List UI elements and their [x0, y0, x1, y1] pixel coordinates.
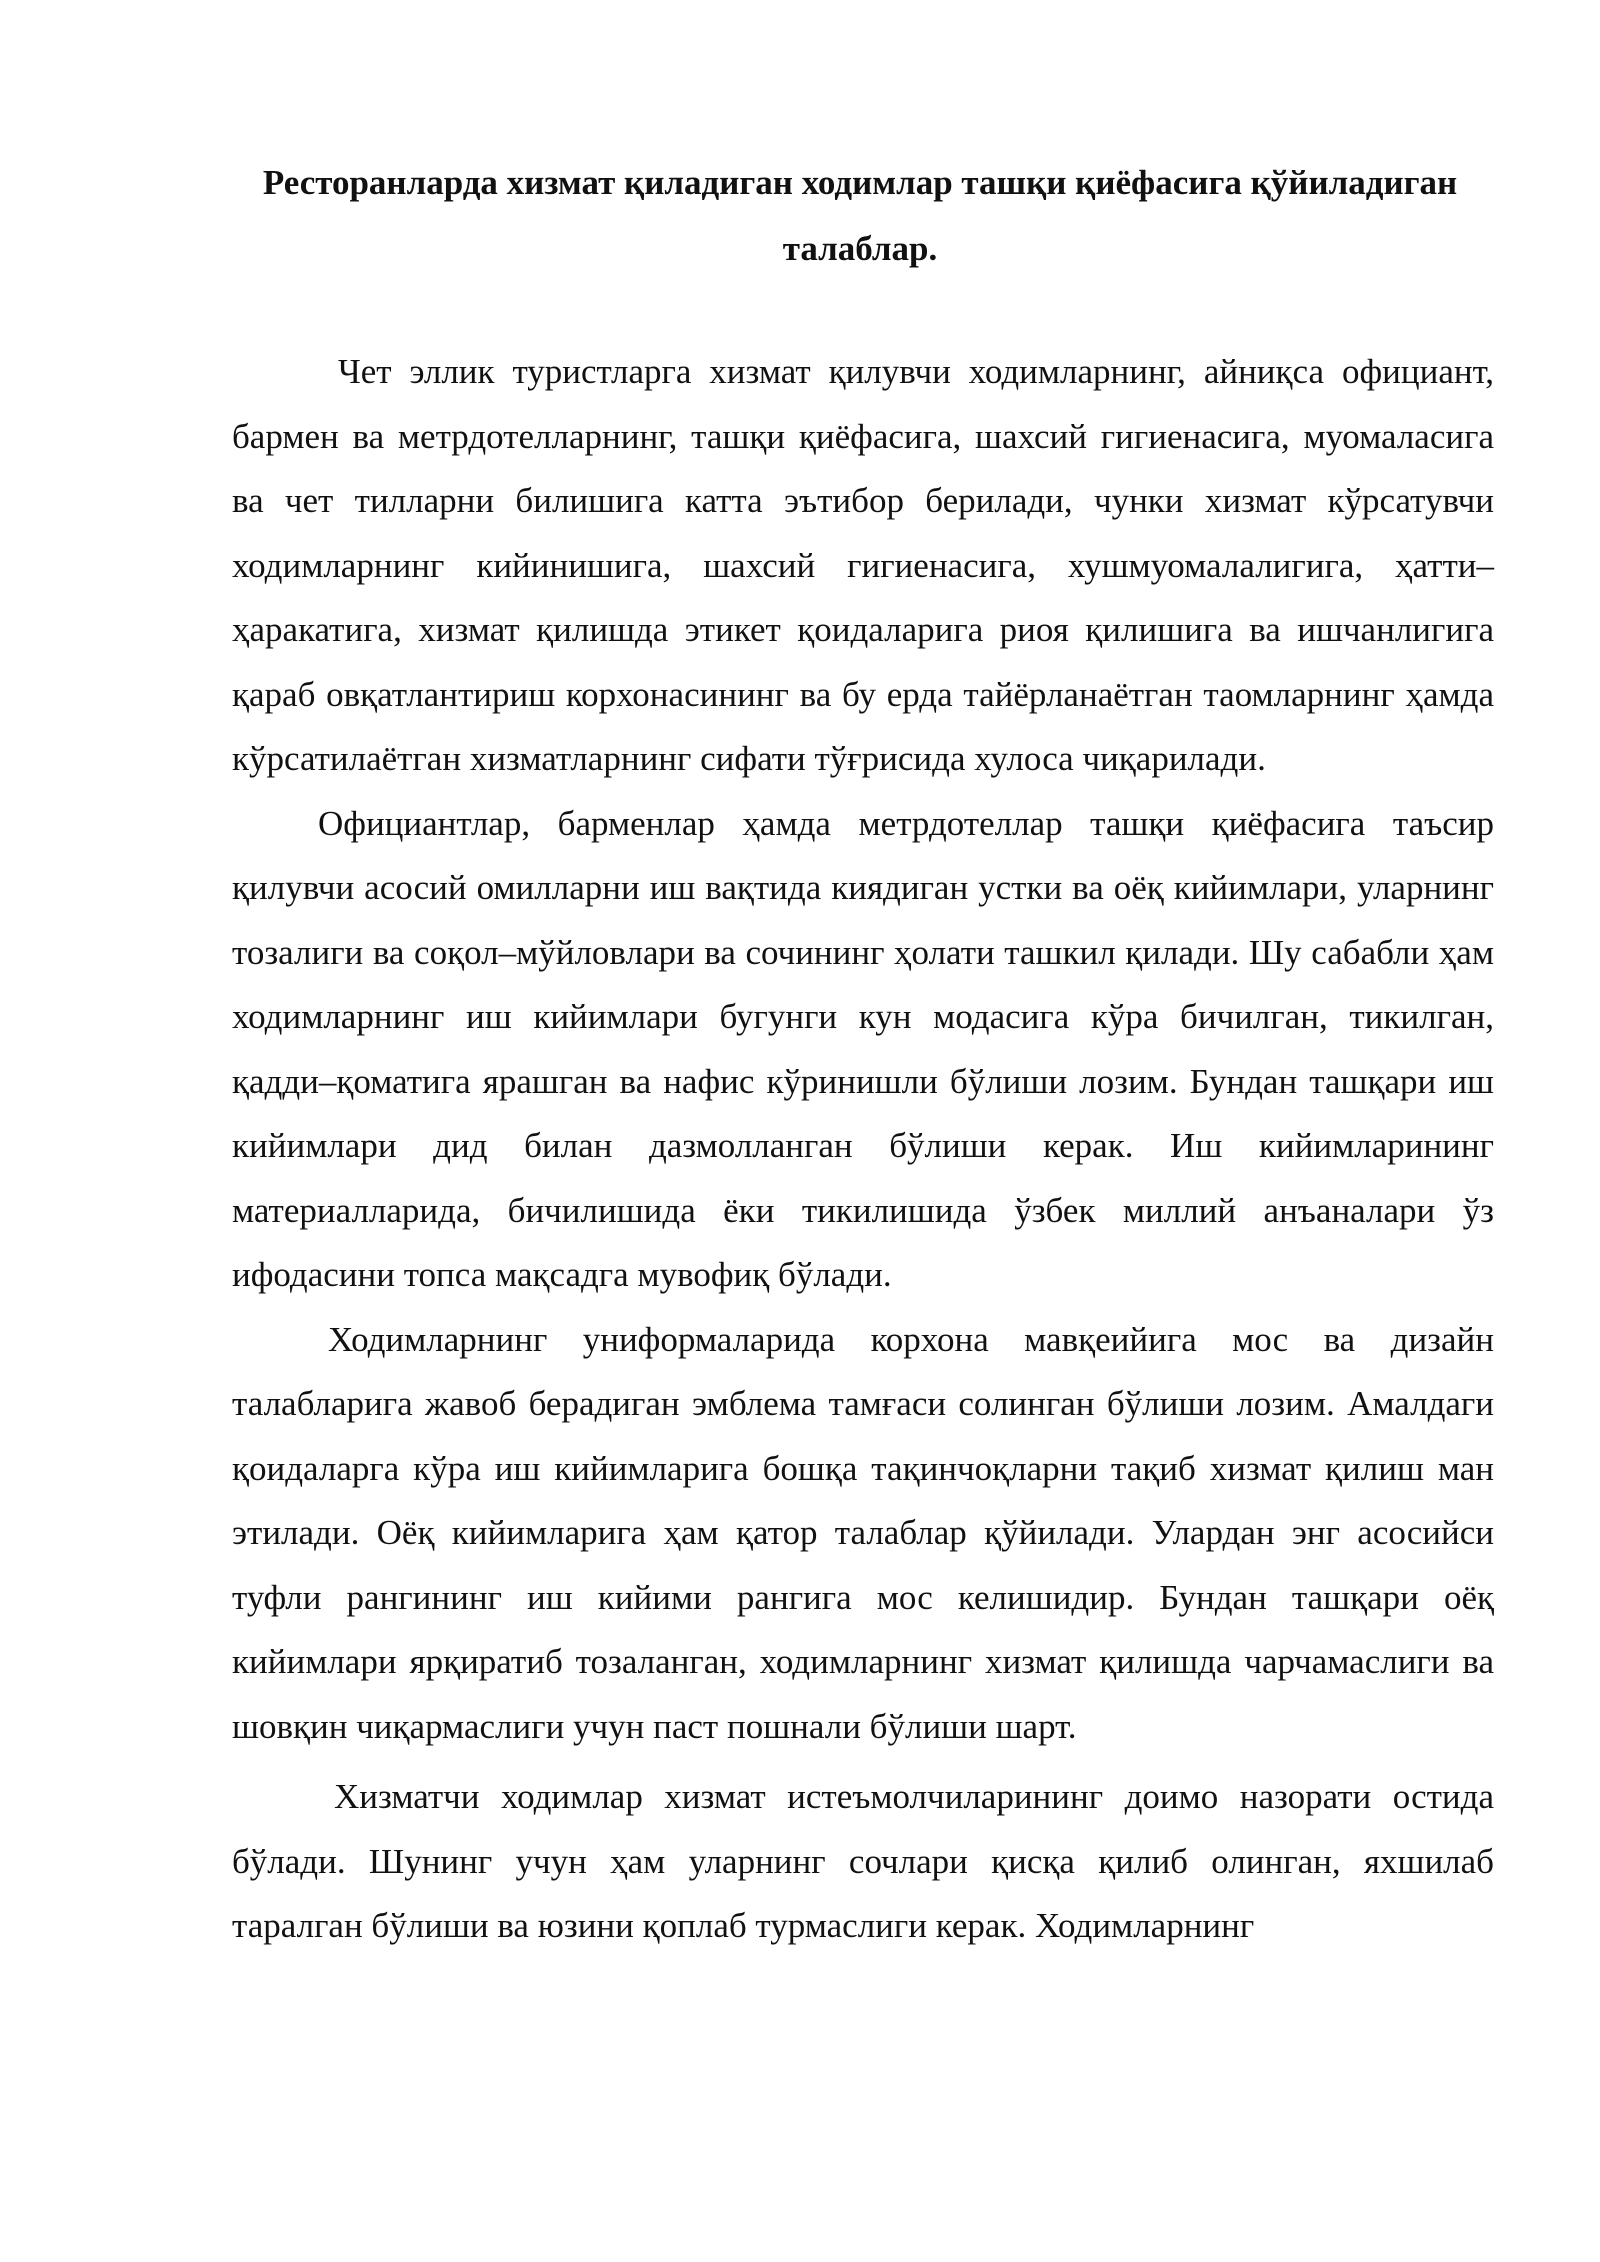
- paragraph-3: Ходимларнинг униформаларида корхона мавқеийига мос ва дизайн талабларига жавоб берадиган эмблема тамғаси солинган бўлиши лозим. Амалдаги қоидаларга кўра иш кийимларига бошқа тақинчоқларни тақиб хизмат қилиш ман этилади. Оёқ кийимларига ҳам қатор талаблар қўйилади. Улардан энг асосийси туфли рангининг иш кийими рангига мос келишидир. Бундан ташқари оёқ кийимлари ярқиратиб тозаланган, ходимларнинг хизмат қилишда чарчамаслиги ва шовқин чиқармаслиги учун паст пошнали бўлиши шарт.: [232, 1319, 1494, 1746]
- paragraph-4: Хизматчи ходимлар хизмат истеъмолчиларининг доимо назорати остида бўлади. Шунинг учун ҳам уларнинг сочлари қисқа қилиб олинган, яхшилаб таралган бўлиши ва юзини қоплаб турмаслиги керак. Ходимларнинг: [232, 1777, 1494, 1945]
- paragraph-1: Чет эллик туристларга хизмат қилувчи ходимларнинг, айниқса официант, бармен ва метрдотелларнинг, ташқи қиёфасига, шахсий гигиенасига, муомаласига ва чет тилларни билишига катта эътибор берилади, чунки хизмат кўрсатувчи ходимларнинг кийинишига, шахсий гигиенасига, хушмуомалалигига, ҳатти– ҳаракатига, хизмат қилишда этикет қоидаларига риоя қилишига ва ишчанлигига қараб овқатлантириш корхонасининг ва бу ерда тайёрланаётган таомларнинг ҳамда кўрсатилаётган хизматларнинг сифати тўғрисида хулоса чиқарилади.: [232, 352, 1494, 778]
- document-body: [232, 340, 1494, 1959]
- document-title: Ресторанларда хизмат қиладиган ходимлар ташқи қиёфасига қўйиладиган талаблар.: [262, 163, 1458, 268]
- paragraph-2: Официантлар, барменлар ҳамда метрдотеллар ташқи қиёфасига таъсир қилувчи асосий омилларни иш вақтида киядиган устки ва оёқ кийимлари, уларнинг тозалиги ва соқол–мўйловлари ва сочининг ҳолати ташкил қилади. Шу сабабли ҳам ходимларнинг иш кийимлари бугунги кун модасига кўра бичилган, тикилган, қадди–қоматига ярашган ва нафис кўринишли бўлиши лозим. Бундан ташқари иш кийимлари дид билан дазмолланган бўлиши керак. Иш кийимларининг материалларида, бичилишида ёки тикилишида ўзбек миллий анъаналари ўз ифодасини топса мақсадга мувофиқ бўлади.: [232, 803, 1494, 1294]
